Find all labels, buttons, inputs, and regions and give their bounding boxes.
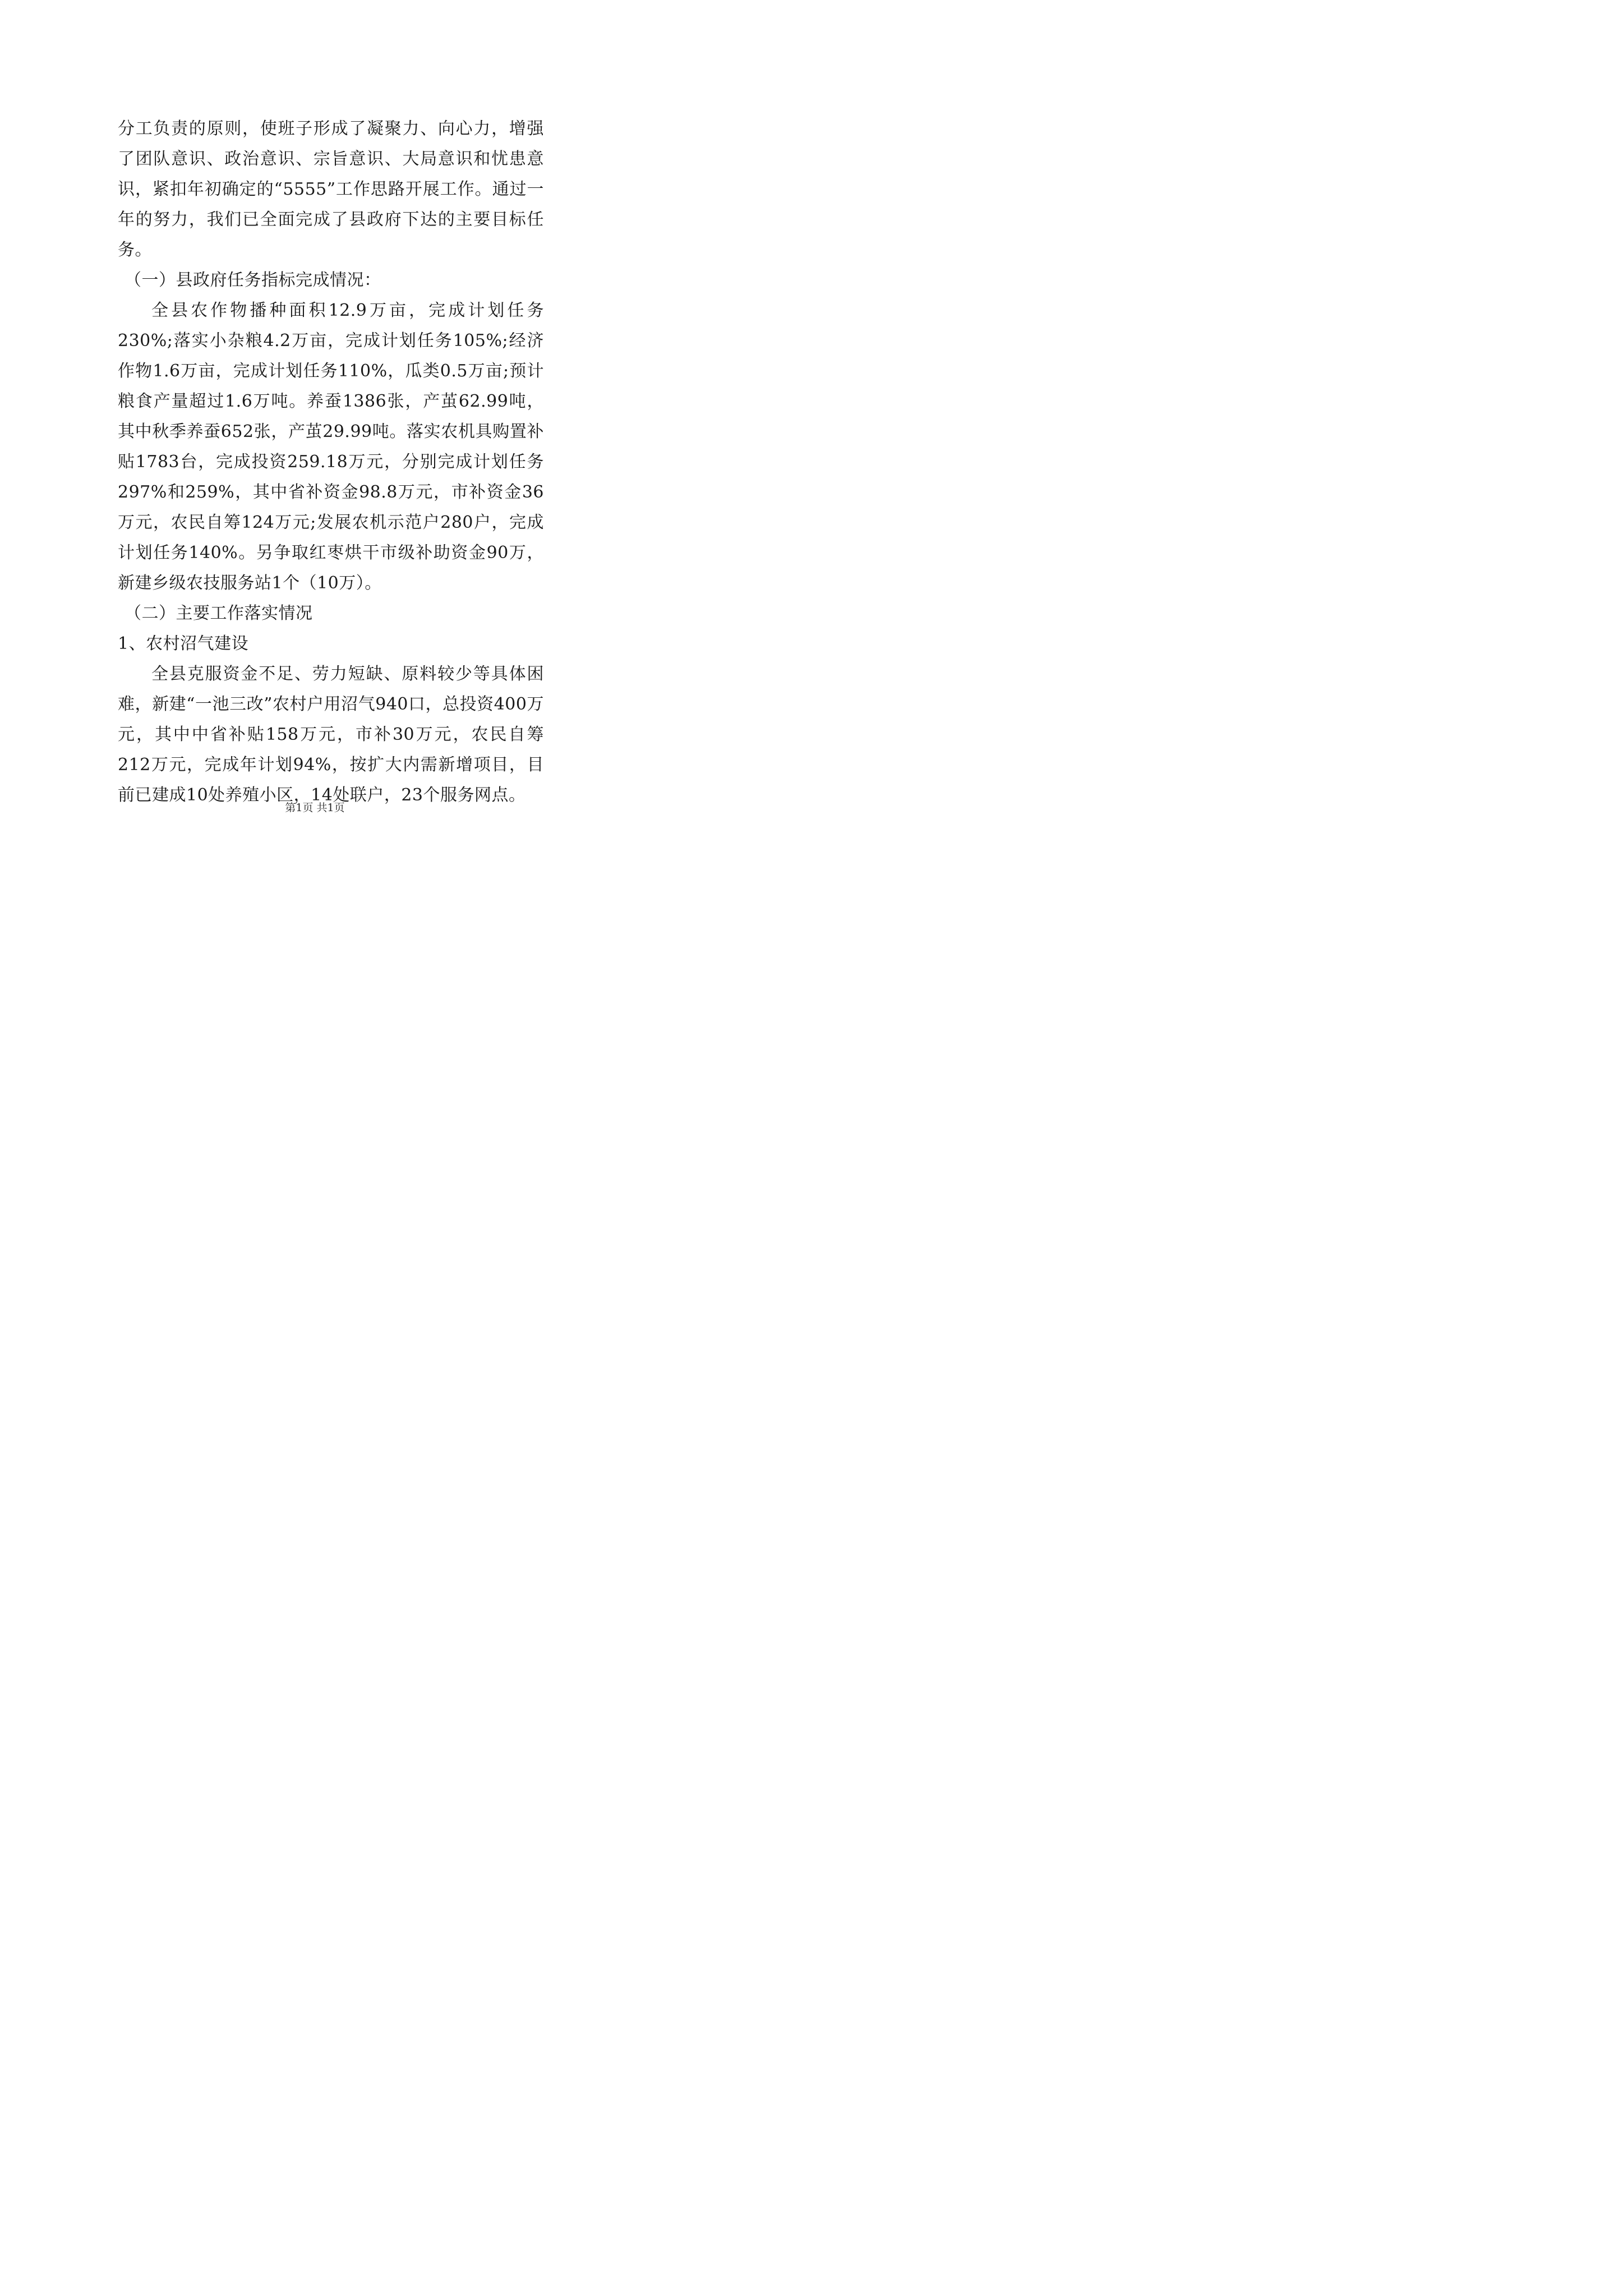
- paragraph-continuation: 分工负责的原则，使班子形成了凝聚力、向心力，增强了团队意识、政治意识、宗旨意识、大局意识和忧患意识，紧扣年初确定的“5555”工作思路开展工作。通过一年的努力，我们已全面完成了县政府下达的主要目标任务。: [118, 119, 544, 260]
- paragraph-task-indicators: 全县农作物播种面积12.9万亩，完成计划任务230%;落实小杂粮4.2万亩，完成计划任务105%;经济作物1.6万亩，完成计划任务110%，瓜类0.5万亩;预计粮食产量超过1.6万吨。养蚕1386张，产茧62.99吨，其中秋季养蚕652张，产茧29.99吨。落实农机具购置补贴1783台，完成投资259.18万元，分别完成计划任务297%和259%，其中省补资金98.8万元，市补资金36万元，农民自筹124万元;发展农机示范户280户，完成计划任务140%。另争取红枣烘干市级补助资金90万，新建乡级农技服务站1个（10万）。: [118, 301, 544, 593]
- paragraph-biogas: 全县克服资金不足、劳力短缺、原料较少等具体困难，新建“一池三改”农村户用沼气940口，总投资400万元，其中中省补贴158万元，市补30万元，农民自筹212万元，完成年计划94%，按扩大内需新增项目，目前已建成10处养殖小区，14处联户，23个服务网点。: [118, 664, 544, 805]
- subsection-heading-biogas: 1、农村沼气建设: [118, 634, 249, 654]
- document-page: [0, 0, 630, 891]
- document-body: [118, 114, 544, 811]
- section-heading-1: （一）县政府任务指标完成情况：: [125, 270, 381, 290]
- section-heading-2: （二）主要工作落实情况: [125, 604, 313, 623]
- page-footer: 第1页 共1页: [285, 802, 345, 814]
